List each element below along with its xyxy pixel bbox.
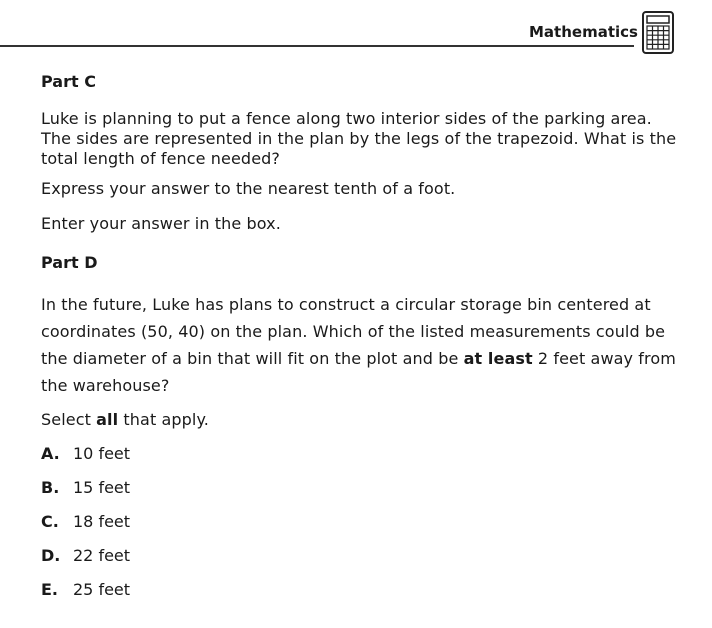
- select-instruction-end: that apply.: [118, 410, 209, 429]
- choice-text: 10 feet: [73, 444, 131, 463]
- choice-letter: C.: [41, 512, 59, 531]
- choice-a[interactable]: [41, 444, 130, 464]
- header-divider: [0, 45, 634, 47]
- subject-title: Mathematics: [529, 23, 638, 41]
- part-d-question-text: In the future, Luke has plans to construct a circular storage bin centered at coordinates (50, 40) on the plan. Which of the listed measurements could be the diameter of a bin that will fit on the plot and be: [41, 295, 666, 368]
- part-c-instruction-enter: Enter your answer in the box.: [41, 214, 281, 233]
- choice-b[interactable]: [41, 478, 130, 498]
- choice-letter: E.: [41, 580, 59, 599]
- select-instruction-start: Select: [41, 410, 97, 429]
- calculator-icon[interactable]: [642, 11, 674, 54]
- part-d-heading: Part D: [41, 253, 98, 272]
- choice-c[interactable]: [41, 512, 130, 532]
- choice-letter: A.: [41, 444, 60, 463]
- part-c-question: Luke is planning to put a fence along two interior sides of the parking area. The sides are represented in the plan by the legs of the trapezoid. What is the total length of fence needed?: [41, 109, 677, 168]
- part-d-question: [41, 291, 681, 399]
- choice-letter: D.: [41, 546, 61, 565]
- select-instruction-emphasis: all: [96, 410, 119, 429]
- choice-text: 25 feet: [73, 580, 131, 599]
- choice-d[interactable]: [41, 546, 130, 566]
- part-c-instruction-round: Express your answer to the nearest tenth of a foot.: [41, 179, 456, 198]
- choice-text: 15 feet: [73, 478, 131, 497]
- choice-text: 18 feet: [73, 512, 131, 531]
- part-d-question-end: 2 feet away from the warehouse?: [41, 349, 676, 395]
- choice-e[interactable]: [41, 580, 130, 600]
- choice-letter: B.: [41, 478, 60, 497]
- choice-text: 22 feet: [73, 546, 131, 565]
- part-d-question-emphasis: at least: [463, 349, 533, 368]
- part-c-heading: Part C: [41, 72, 96, 91]
- select-instruction: [41, 410, 681, 430]
